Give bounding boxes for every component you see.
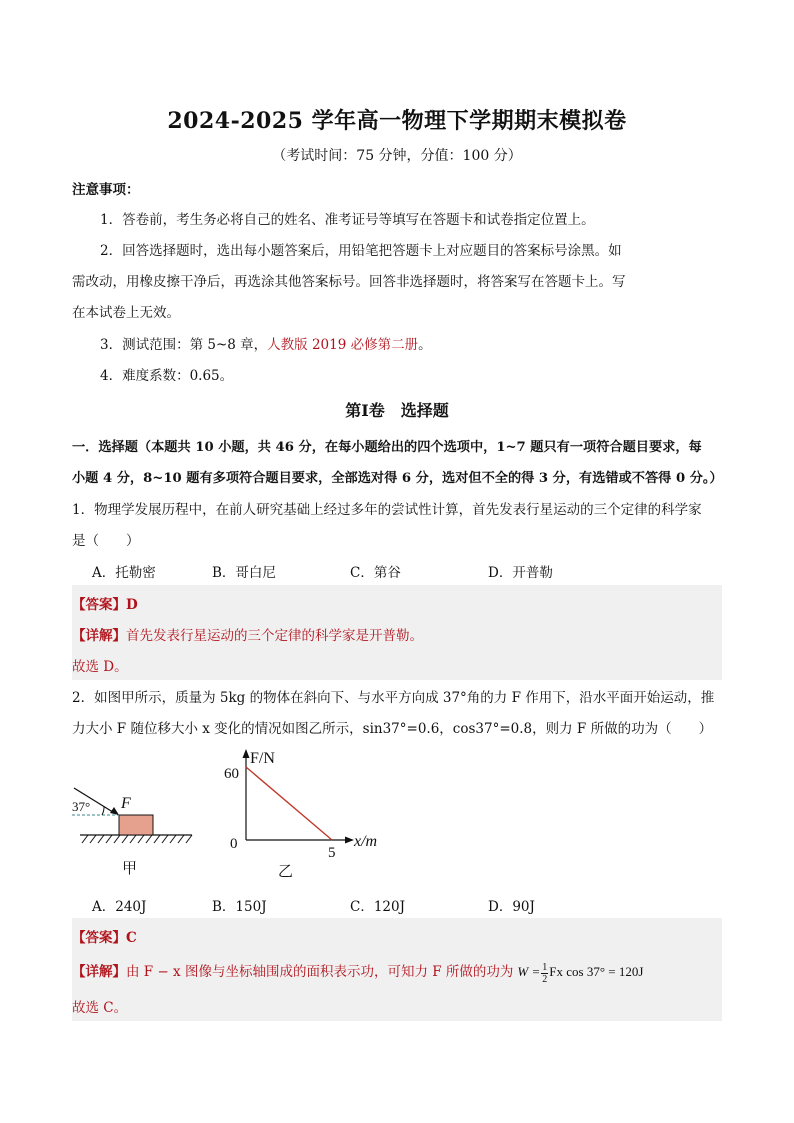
q1-detail-label: 【详解】 <box>72 628 126 644</box>
q2-option-a: A．240J <box>92 899 147 915</box>
section-title: 第Ⅰ卷 选择题 <box>345 401 449 420</box>
x-tick-5: 5 <box>328 845 336 861</box>
notice-item-2-line-1: 2．回答选择题时，选出每小题答案后，用铅笔把答题卡上对应题目的答案标号涂黑。如 <box>100 243 622 259</box>
x-axis-label: x/m <box>354 833 378 850</box>
x-axis-arrowhead <box>345 837 354 844</box>
figure-a-incline-force <box>66 745 201 885</box>
notice-item-1: 1．答卷前，考生务必将自己的姓名、准考证号等填写在答题卡和试卷指定位置上。 <box>100 212 595 228</box>
q1-answer-value: D <box>126 597 138 613</box>
notice-item-3-prefix: 3．测试范围：第 5~8 章， <box>100 337 268 353</box>
section-intro-line-2: 小题 4 分，8~10 题有多项符合题目要求，全部选对得 6 分，选对但不全的得 3 分，有选错或不答得 0 分。） <box>72 471 723 486</box>
ground-hatching <box>82 835 192 843</box>
q1-option-a: A．托勒密 <box>92 565 156 581</box>
formula-denominator: 2 <box>542 973 548 985</box>
figure-b-force-displacement-graph <box>220 745 390 885</box>
notice-item-2-line-3: 在本试卷上无效。 <box>72 305 180 321</box>
block <box>119 815 153 835</box>
q2-detail-text: 由 F − x 图像与坐标轴围成的面积表示功，可知力 F 所做的功为 <box>126 964 514 980</box>
q1-conclusion: 故选 D。 <box>72 659 128 675</box>
q2-detail-label: 【详解】 <box>72 964 126 980</box>
force-line <box>246 767 332 840</box>
formula-rhs: Fx cos 37° = 120J <box>549 964 644 979</box>
q2-conclusion: 故选 C。 <box>72 1000 128 1016</box>
notice-item-2-line-2: 需改动，用橡皮擦干净后，再选涂其他答案标号。回答非选择题时，将答案写在答题卡上。写 <box>72 274 626 290</box>
formula-fraction <box>541 962 548 985</box>
formula-lhs: W = <box>517 964 541 979</box>
y-tick-60: 60 <box>224 766 239 782</box>
q2-stem-line-2: 力大小 F 随位移大小 x 变化的情况如图乙所示，sin37°=0.6，cos37°=0.8，则力 F 所做的功为（ ） <box>72 721 713 737</box>
notice-item-4: 4．难度系数：0.65。 <box>100 368 234 384</box>
q1-stem-line-2: 是（ ） <box>72 533 140 549</box>
q2-option-b: B．150J <box>212 899 267 915</box>
formula-numerator: 1 <box>542 961 548 973</box>
origin-label: 0 <box>230 836 238 852</box>
q2-answer-label: 【答案】 <box>72 930 126 946</box>
y-axis-label: F/N <box>250 750 275 767</box>
angle-arc <box>102 806 104 815</box>
q2-detail <box>72 960 643 985</box>
q2-answer-value: C <box>126 930 137 946</box>
q2-formula <box>517 961 644 985</box>
q1-option-c: C．第谷 <box>350 565 401 581</box>
notice-heading: 注意事项： <box>72 182 140 198</box>
q2-answer <box>72 926 137 946</box>
q1-answer-label: 【答案】 <box>72 597 126 613</box>
notice-item-3-suffix: 。 <box>418 337 432 353</box>
q1-option-b: B．哥白尼 <box>212 565 276 581</box>
figure-b-caption: 乙 <box>278 862 294 880</box>
section-intro-line-1: 一．选择题（本题共 10 小题，共 46 分，在每小题给出的四个选项中，1~7 题只有一项符合题目要求，每 <box>72 440 702 455</box>
q1-detail <box>72 624 423 644</box>
q1-detail-text: 首先发表行星运动的三个定律的科学家是开普勒。 <box>126 628 423 644</box>
page-title: 2024-2025 学年高一物理下学期期末模拟卷 <box>167 108 627 134</box>
q1-stem-line-1: 1．物理学发展历程中，在前人研究基础上经过多年的尝试性计算，首先发表行星运动的三个定律的科学家 <box>72 502 702 518</box>
figure-a-caption: 甲 <box>122 859 138 877</box>
q2-stem-line-1: 2．如图甲所示，质量为 5kg 的物体在斜向下、与水平方向成 37°角的力 F 作用下，沿水平面开始运动，推 <box>72 690 715 706</box>
notice-item-3-scope: 人教版 2019 必修第二册 <box>267 337 419 353</box>
angle-label: 37° <box>72 799 91 814</box>
force-label: F <box>121 795 131 812</box>
q1-option-d: D．开普勒 <box>488 565 553 581</box>
q1-answer <box>72 593 138 613</box>
force-arrowhead <box>110 807 119 815</box>
y-axis-arrowhead <box>243 749 250 758</box>
q2-option-d: D．90J <box>488 899 535 915</box>
exam-info: （考试时间：75 分钟，分值：100 分） <box>272 148 522 164</box>
notice-item-3 <box>100 333 432 353</box>
q2-option-c: C．120J <box>350 899 406 915</box>
